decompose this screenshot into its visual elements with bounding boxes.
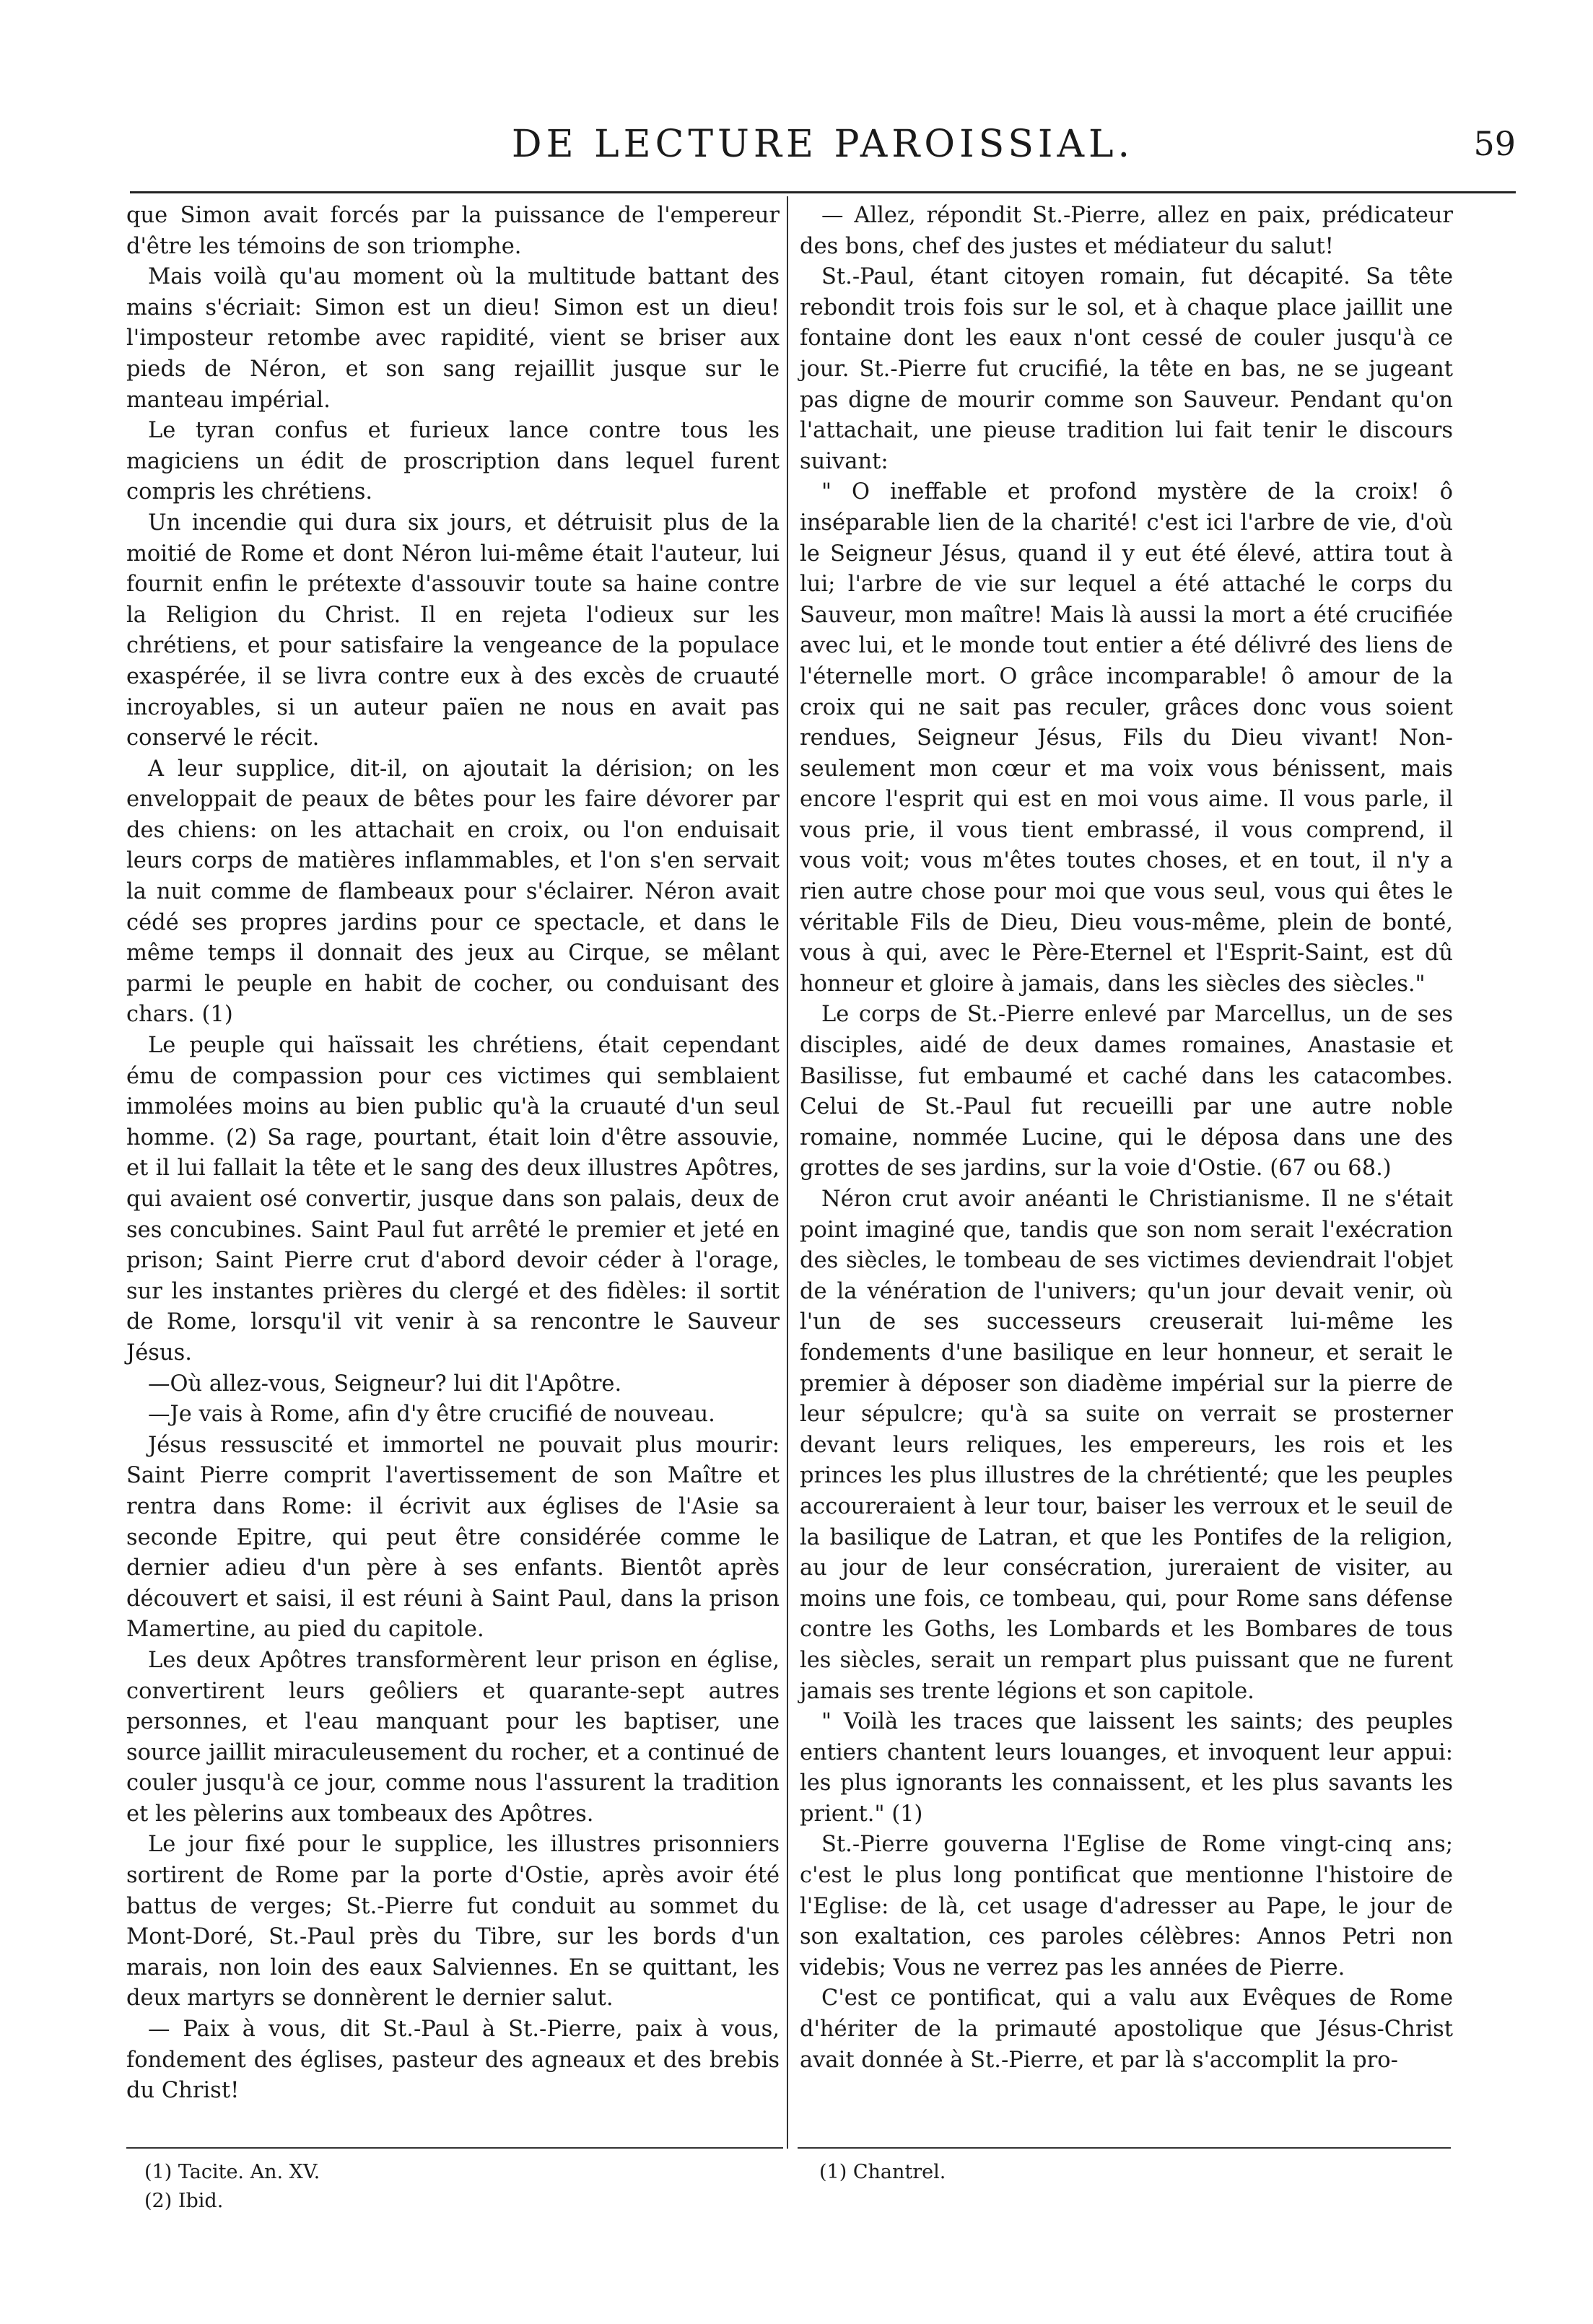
paragraph: —Je vais à Rome, afin d'y être crucifié de nouveau. [148,1402,715,1428]
footnotes-left [144,2158,320,2216]
paragraph: — Allez, répondit St.-Pierre, allez en paix, prédicateur des bons, chef des justes et médiateur du salut! [800,203,1453,259]
header-rule [130,191,1516,193]
footnote: (2) Ibid. [144,2190,224,2212]
paragraph: St.-Pierre gouverna l'Eglise de Rome vingt-cinq ans; c'est le plus long pontificat que mentionne l'histoire de l'Eglise: de là, cet usage d'adresser au Pape, le jour de son exaltation, ces paroles célèbres: Annos Petri non videbis; Vous ne verrez pas les années de Pierre. [800,1832,1453,1980]
paragraph: que Simon avait forcés par la puissance de l'empereur d'être les témoins de son triomphe. [126,203,780,259]
paragraph: A leur supplice, dit-il, on ajoutait la dérision; on les enveloppait de peaux de bêtes pour les faire dévorer par des chiens: on les attachait en croix, ou l'on enduisait leurs corps de matières inflammables, et l'on s'en servait la nuit comme de flambeaux pour s'éclairer. Néron avait cédé ses propres jardins pour ce spectacle, et dans le même temps il donnait des jeux au Cirque, se mêlant parmi le peuple en habit de cocher, ou conduisant des chars. (1) [126,756,780,1028]
paragraph: Le peuple qui haïssait les chrétiens, était cependant ému de compassion pour ces victimes qui semblaient immolées moins au bien public qu'à la cruauté d'un seul homme. (2) Sa rage, pourtant, était loin d'être assouvie, et il lui fallait la tête et le sang des deux illustres Apôtres, qui avaient osé convertir, jusque dans son palais, deux de ses concubines. Saint Paul fut arrêté le premier et jeté en prison; Saint Pierre crut d'abord devoir céder à l'orage, sur les instantes prières du clergé et des fidèles: il sortit de Rome, lorsqu'il vit venir à sa rencontre le Sauveur Jésus. [126,1033,780,1366]
footnote-rule-left [126,2147,783,2149]
column-divider [787,196,788,2149]
running-title: DE LECTURE PAROISSIAL. [511,123,1135,166]
paragraph: " O ineffable et profond mystère de la croix! ô inséparable lien de la charité! c'est ici l'arbre de vie, d'où le Seigneur Jésus, quand il y eut été élevé, attira tout à lui; l'arbre de vie sur lequel a été attaché le corps du Sauveur, mon maître! Mais là aussi la mort a été crucifiée avec lui, et le monde tout entier a été délivré des liens de l'éternelle mort. O grâce incomparable! ô amour de la croix qui ne sait pas reculer, grâces donc vous soient rendues, Seigneur Jésus, Fils du Dieu vivant! Non-seulement mon cœur et ma voix vous bénissent, mais encore l'esprit qui est en moi vous aime. Il vous parle, il vous prie, il vous tient embrassé, il vous comprend, il vous voit; vous m'êtes toutes choses, et en tout, il n'y a rien autre chose pour moi que vous seul, vous qui êtes le véritable Fils de Dieu, Dieu vous-même, plein de bonté, vous à qui, avec le Père-Eternel et l'Esprit-Saint, est dû honneur et gloire à jamais, dans les siècles des siècles." [800,479,1453,997]
footnote-rule-right [798,2147,1451,2149]
paragraph: — Paix à vous, dit St.-Paul à St.-Pierre, paix à vous, fondement des églises, pasteur des agneaux et des brebis du Christ! [126,2017,780,2104]
paragraph: Mais voilà qu'au moment où la multitude battant des mains s'écriait: Simon est un dieu! Simon est un dieu! l'imposteur retombe avec rapidité, vient se briser aux pieds de Néron, et son sang rejaillit jusque sur le manteau impérial. [126,264,780,413]
paragraph: " Voilà les traces que laissent les saints; des peuples entiers chantent leurs louanges, et invoquent leur appui: les plus ignorants les connaissent, et les plus savants les prient." (1) [800,1709,1453,1827]
paragraph: Jésus ressuscité et immortel ne pouvait plus mourir: Saint Pierre comprit l'avertissement de son Maître et rentra dans Rome: il écrivit aux églises de l'Asie sa seconde Epitre, qui peut être considérée comme le dernier adieu d'un père à ses enfants. Bientôt après découvert et saisi, il est réuni à Saint Paul, dans la prison Mamertine, au pied du capitole. [126,1432,780,1643]
paragraph: Le corps de St.-Pierre enlevé par Marcellus, un de ses disciples, aidé de deux dames romaines, Anastasie et Basilisse, fut embaumé et caché dans les catacombes. Celui de St.-Paul fut recueilli par une autre noble romaine, nommée Lucine, qui le déposa dans une des grottes de ses jardins, sur la voie d'Ostie. (67 ou 68.) [800,1002,1453,1181]
footnote: (1) Chantrel. [819,2161,946,2183]
paragraph: Le jour fixé pour le supplice, les illustres prisonniers sortirent de Rome par la porte d'Ostie, après avoir été battus de verges; St.-Pierre fut conduit au sommet du Mont-Doré, St.-Paul près du Tibre, sur les bords d'un marais, non loin des eaux Salviennes. En se quittant, les deux martyrs se donnèrent le dernier salut. [126,1832,780,2011]
left-column [126,201,780,2107]
paragraph: —Où allez-vous, Seigneur? lui dit l'Apôtre. [148,1371,622,1397]
footnote: (1) Tacite. An. XV. [144,2161,320,2183]
paragraph: St.-Paul, étant citoyen romain, fut décapité. Sa tête rebondit trois fois sur le sol, et à chaque place jaillit une fontaine dont les eaux n'ont cessé de couler jusqu'à ce jour. St.-Pierre fut crucifié, la tête en bas, ne se jugeant pas digne de mourir comme son Sauveur. Pendant qu'on l'attachait, une pieuse tradition lui fait tenir le discours suivant: [800,264,1453,474]
page-header [130,108,1516,166]
page-number: 59 [1473,124,1516,163]
footnotes-right [819,2158,946,2187]
paragraph: Néron crut avoir anéanti le Christianisme. Il ne s'était point imaginé que, tandis que son nom serait l'exécration des siècles, le tombeau de ses victimes deviendrait l'objet de la vénération de l'univers; qu'un jour devait venir, où l'un de ses successeurs creuserait lui-même les fondements d'une basilique en leur honneur, et serait le premier à déposer son diadème impérial sur la pierre de leur sépulcre; qu'à sa suite on verrait se prosterner devant leurs reliques, les empereurs, les rois et les princes les plus illustres de la chrétienté; que les peuples accoureraient à leur tour, baiser les verroux et le seuil de la basilique de Latran, et que les Pontifes de la religion, au jour de leur consécration, jureraient de visiter, au moins une fois, ce tombeau, qui, pour Rome sans défense contre les Goths, les Lombards et les Bombares de tous les siècles, serait un rempart plus puissant que ne furent jamais ses trente légions et son capitole. [800,1187,1453,1704]
paragraph: C'est ce pontificat, qui a valu aux Evêques de Rome d'hériter de la primauté apostolique que Jésus-Christ avait donnée à St.-Pierre, et par là s'accomplit la pro- [800,1986,1453,2073]
right-column [800,201,1453,2076]
paragraph: Un incendie qui dura six jours, et détruisit plus de la moitié de Rome et dont Néron lui-même était l'auteur, lui fournit enfin le prétexte d'assouvir toute sa haine contre la Religion du Christ. Il en rejeta l'odieux sur les chrétiens, et pour satisfaire la vengeance de la populace exaspérée, il se livra contre eux à des excès de cruauté incroyables, si un auteur païen ne nous en avait pas conservé le récit. [126,510,780,751]
paragraph: Les deux Apôtres transformèrent leur prison en église, convertirent leurs geôliers et quarante-sept autres personnes, et l'eau manquant pour les baptiser, une source jaillit miraculeusement du rocher, et a continué de couler jusqu'à ce jour, comme nous l'assurent la tradition et les pèlerins aux tombeaux des Apôtres. [126,1647,780,1827]
paragraph: Le tyran confus et furieux lance contre tous les magiciens un édit de proscription dans lequel furent compris les chrétiens. [126,418,780,505]
